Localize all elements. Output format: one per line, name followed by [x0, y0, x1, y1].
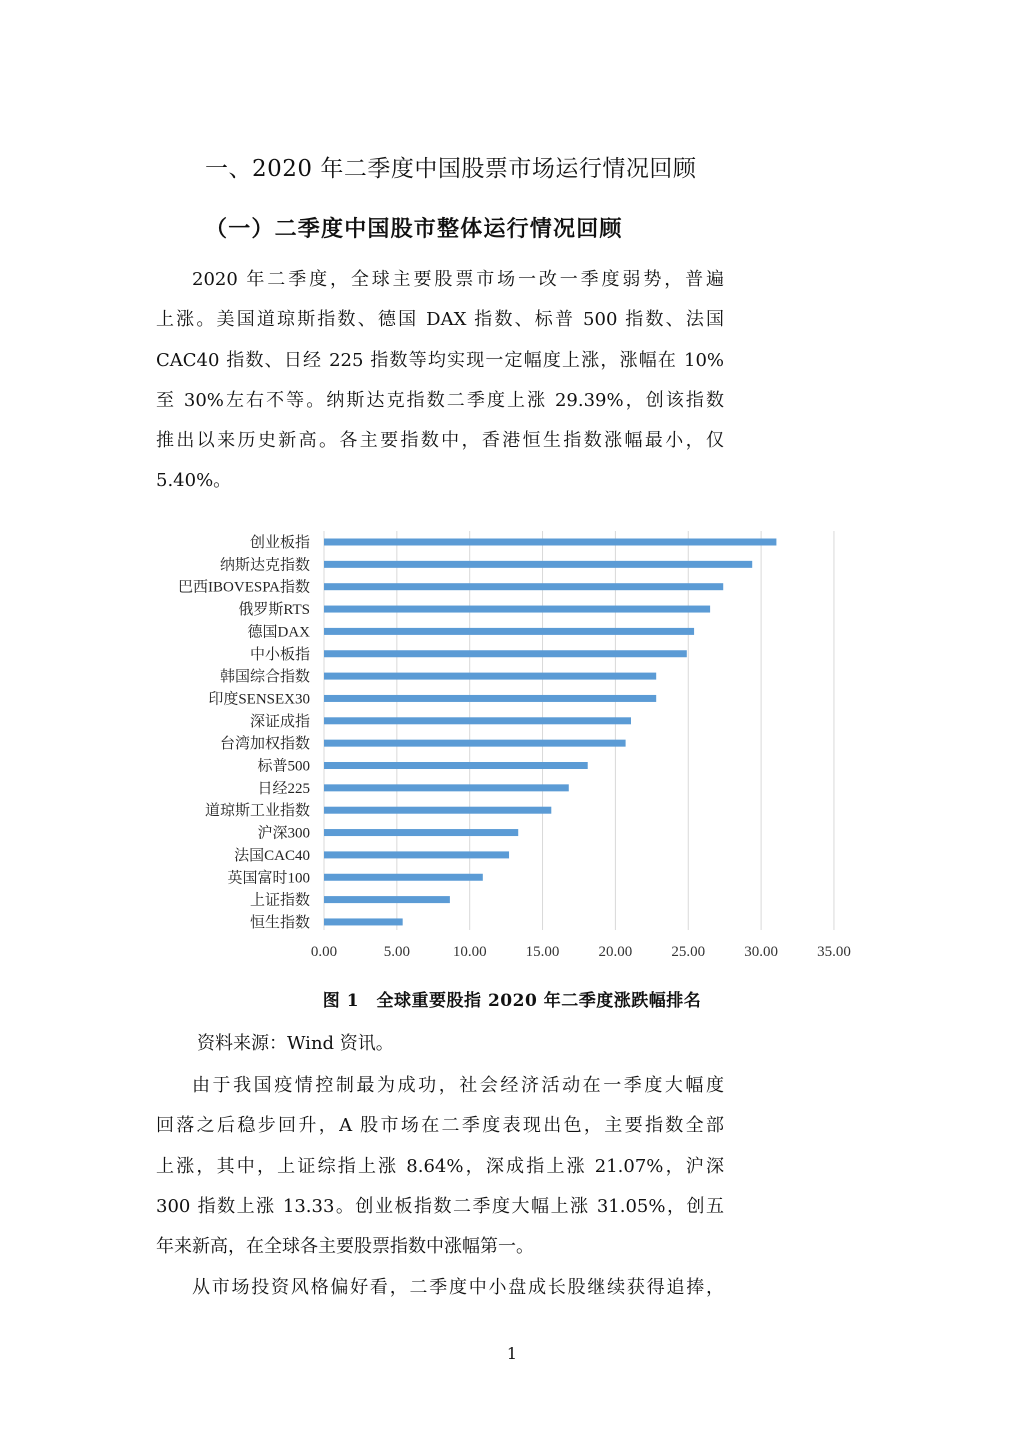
bar	[324, 539, 776, 546]
category-label: 印度SENSEX30	[208, 691, 310, 708]
data-source-note: 资料来源：Wind 资讯。	[197, 1033, 394, 1054]
category-label: 上证指数	[249, 892, 310, 909]
category-label: 俄罗斯RTS	[238, 602, 310, 619]
x-tick-label: 0.00	[310, 944, 338, 960]
category-label: 中小板指	[249, 646, 310, 663]
bar	[324, 561, 752, 568]
bar	[324, 851, 509, 858]
chart-category-labels	[178, 533, 310, 931]
bar	[324, 606, 710, 613]
paragraph-line: 上涨，其中，上证综指上涨 8.64%，深成指上涨 21.07%，沪深	[156, 1155, 724, 1177]
paragraph-line: 年来新高，在全球各主要股票指数中涨幅第一。	[156, 1236, 534, 1258]
bar	[324, 784, 569, 791]
x-tick-label: 20.00	[598, 944, 633, 960]
category-label: 台湾加权指数	[219, 736, 310, 753]
category-label: 日经225	[257, 780, 310, 797]
paragraph-line: CAC40 指数、日经 225 指数等均实现一定幅度上涨，涨幅在 10%	[156, 349, 724, 371]
bar	[324, 829, 518, 836]
paragraph-line: 至 30%左右不等。纳斯达克指数二季度上涨 29.39%，创该指数	[156, 389, 724, 411]
category-label: 道琼斯工业指数	[204, 803, 310, 820]
paragraph-line: 由于我国疫情控制最为成功，社会经济活动在一季度大幅度	[192, 1075, 724, 1096]
paragraph-line: 5.40%。	[156, 470, 232, 492]
x-tick-label: 25.00	[671, 944, 706, 960]
category-label: 创业板指	[249, 535, 310, 551]
category-label: 纳斯达克指数	[219, 557, 310, 574]
category-label: 韩国综合指数	[219, 669, 310, 686]
bar	[324, 695, 656, 702]
paragraph-line: 回落之后稳步回升，A 股市场在二季度表现出色，主要指数全部	[156, 1115, 724, 1137]
style-paragraph	[156, 1268, 724, 1308]
bar	[324, 717, 631, 724]
paragraph-line: 300 指数上涨 13.33。创业板指数二季度大幅上涨 31.05%，创五	[156, 1195, 724, 1217]
bar	[324, 673, 656, 680]
category-label: 标普500	[257, 758, 310, 775]
x-tick-label: 15.00	[525, 944, 560, 960]
x-tick-label: 10.00	[452, 944, 487, 960]
category-label: 沪深300	[257, 825, 310, 842]
paragraph-line: 2020 年二季度，全球主要股票市场一改一季度弱势，普遍	[192, 269, 724, 290]
category-label: 法国CAC40	[234, 847, 310, 864]
category-label: 恒生指数	[249, 914, 310, 931]
index-returns-bar-chart	[150, 525, 870, 970]
category-label: 德国DAX	[247, 624, 310, 641]
section-heading: 一、2020 年二季度中国股票市场运行情况回顾	[205, 156, 697, 182]
x-tick-label: 35.00	[817, 944, 851, 960]
bar	[324, 918, 403, 925]
x-tick-label: 30.00	[744, 944, 778, 960]
bar	[324, 628, 694, 635]
bar	[324, 650, 687, 657]
bar	[324, 762, 588, 769]
page-number: 1	[506, 1344, 518, 1363]
figure-caption: 图 1 全球重要股指 2020 年二季度涨跌幅排名	[322, 991, 702, 1011]
x-tick-label: 5.00	[383, 944, 410, 960]
category-label: 英国富时100	[227, 870, 310, 887]
paragraph-line: 上涨。美国道琼斯指数、德国 DAX 指数、标普 500 指数、法国	[156, 309, 724, 331]
bar	[324, 740, 626, 747]
bar	[324, 583, 723, 590]
subsection-heading: （一）二季度中国股市整体运行情况回顾	[205, 216, 623, 242]
bar	[324, 874, 483, 881]
bar	[324, 896, 450, 903]
category-label: 深证成指	[249, 713, 310, 730]
bar	[324, 807, 551, 814]
intro-paragraph	[156, 260, 724, 502]
chart-bars	[324, 539, 776, 926]
chart-x-tick-labels	[311, 944, 851, 960]
category-label: 巴西IBOVESPA指数	[178, 579, 310, 596]
paragraph-line: 推出以来历史新高。各主要指数中，香港恒生指数涨幅最小，仅	[156, 430, 724, 452]
chart-gridlines	[324, 531, 834, 930]
paragraph-line: 从市场投资风格偏好看，二季度中小盘成长股继续获得追捧，	[192, 1277, 724, 1298]
a-share-paragraph	[156, 1066, 724, 1267]
